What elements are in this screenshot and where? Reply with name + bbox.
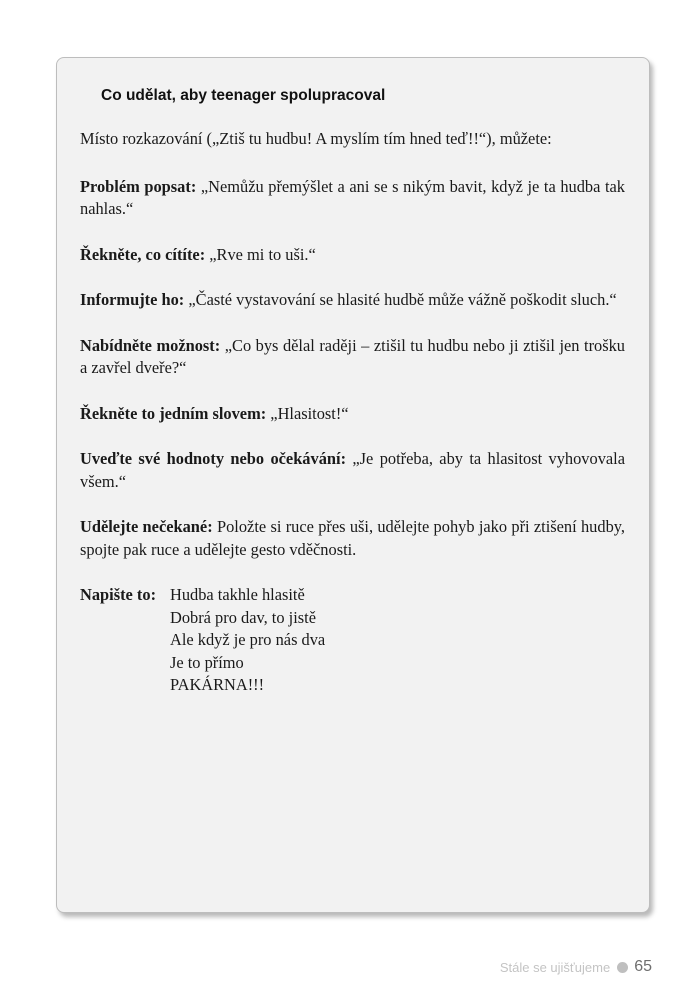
item-inform bbox=[80, 289, 625, 312]
bullet-dot-icon bbox=[617, 962, 628, 973]
item-text: „Co bys dělal raději – ztišil tu hudbu nebo ji ztišil jen trošku a zavřel dveře?“ bbox=[80, 335, 625, 377]
item-text: „Hlasitost!“ bbox=[270, 403, 349, 423]
section-name: Stále se ujišťujeme bbox=[499, 959, 611, 975]
poem-line: Dobrá pro dav, to jistě bbox=[170, 607, 316, 627]
item-offer-choice bbox=[80, 335, 625, 380]
poem-line: Je to přímo bbox=[170, 652, 244, 672]
item-label: Problém popsat: bbox=[80, 176, 197, 196]
item-text: „Nemůžu přemýšlet a ani se s nikým bavit, když je ta hudba tak nahlas.“ bbox=[80, 176, 625, 218]
item-label: Uveďte své hodnoty nebo očekávání: bbox=[80, 449, 347, 468]
poem-line: Hudba takhle hlasitě bbox=[170, 585, 305, 604]
poem-block bbox=[80, 584, 625, 697]
item-text: „Časté vystavování se hlasité hudbě může vážně poškodit sluch.“ bbox=[188, 290, 617, 309]
box-heading: Co udělat, aby teenager spolupracoval bbox=[101, 87, 386, 104]
item-label: Informujte ho: bbox=[80, 290, 185, 309]
item-say-feelings bbox=[80, 244, 625, 267]
page-footer bbox=[500, 958, 652, 976]
box-content bbox=[80, 128, 625, 697]
poem-label: Napište to: bbox=[80, 585, 157, 604]
item-text: Položte si ruce přes uši, udělejte pohyb jako při ztišení hudby, spojte pak ruce a udělejte gesto vděčnosti. bbox=[80, 517, 625, 559]
item-label: Nabídněte možnost: bbox=[80, 335, 221, 355]
item-unexpected bbox=[80, 516, 625, 561]
item-label: Řekněte, co cítíte: bbox=[80, 244, 206, 264]
intro-paragraph: Místo rozkazování („Ztiš tu hudbu! A myslím tím hned teď!!“), můžete: bbox=[80, 129, 552, 148]
poem-lines bbox=[170, 584, 325, 697]
item-values bbox=[80, 448, 625, 493]
poem-line: PAKÁRNA!!! bbox=[170, 675, 265, 694]
item-text: „Rve mi to uši.“ bbox=[209, 244, 316, 264]
page-number: 65 bbox=[634, 958, 652, 975]
item-describe-problem bbox=[80, 176, 625, 221]
item-label: Udělejte nečekané: bbox=[80, 517, 213, 536]
poem-line: Ale když je pro nás dva bbox=[170, 630, 326, 649]
item-label: Řekněte to jedním slovem: bbox=[80, 403, 267, 423]
item-text: „Je potřeba, aby ta hlasitost vyhovovala všem.“ bbox=[80, 449, 625, 491]
item-one-word bbox=[80, 403, 625, 426]
